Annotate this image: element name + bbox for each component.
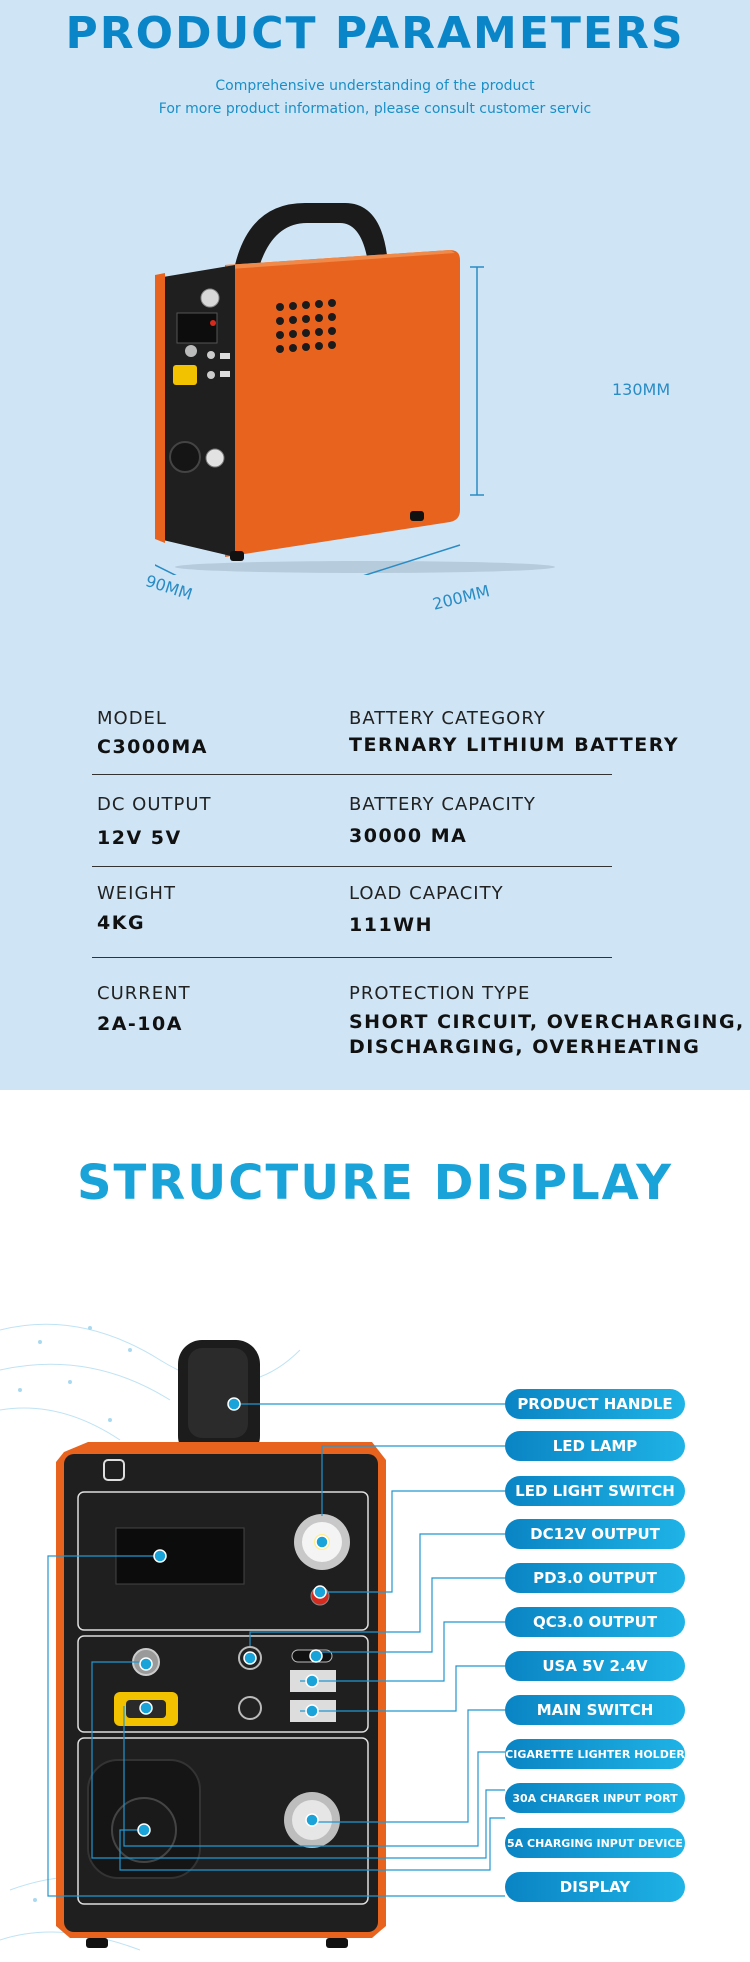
spec-value-protection-type-2: DISCHARGING, OVERHEATING (349, 1036, 701, 1058)
callout-qc3-output: QC3.0 OUTPUT (505, 1607, 685, 1637)
parameters-subtitle-1: Comprehensive understanding of the product (215, 78, 535, 94)
spec-label-protection-type: PROTECTION TYPE (349, 983, 531, 1004)
structure-section (0, 1290, 750, 1962)
spec-label-model: MODEL (97, 708, 167, 729)
spec-label-battery-capacity: BATTERY CAPACITY (349, 794, 536, 815)
spec-value-current: 2A-10A (97, 1013, 183, 1035)
dimension-width: 200MM (430, 581, 492, 614)
spec-label-dc-output: DC OUTPUT (97, 794, 212, 815)
spec-label-current: CURRENT (97, 983, 191, 1004)
structure-title: STRUCTURE DISPLAY (76, 1155, 673, 1211)
spec-value-weight: 4KG (97, 912, 146, 934)
callout-5a-charging-input-device: 5A CHARGING INPUT DEVICE (505, 1828, 685, 1858)
spec-divider (92, 866, 612, 867)
callout-led-lamp: LED LAMP (505, 1431, 685, 1461)
callout-dc12v-output: DC12V OUTPUT (505, 1519, 685, 1549)
callout-product-handle: PRODUCT HANDLE (505, 1389, 685, 1419)
spec-value-model: C3000MA (97, 736, 208, 758)
callout-30a-charger-input-port: 30A CHARGER INPUT PORT (505, 1783, 685, 1813)
spec-value-dc-output: 12V 5V (97, 827, 182, 849)
parameters-subtitle-2: For more product information, please consult customer servic (158, 101, 592, 117)
spec-value-load-capacity: 111WH (349, 914, 434, 936)
callout-display: DISPLAY (505, 1872, 685, 1902)
spec-label-battery-category: BATTERY CATEGORY (349, 708, 546, 729)
dimension-depth: 90MM (143, 571, 195, 604)
product-image (155, 195, 575, 575)
callout-led-light-switch: LED LIGHT SWITCH (505, 1476, 685, 1506)
spec-divider (92, 774, 612, 775)
spec-label-weight: WEIGHT (97, 883, 176, 904)
callout-usb-5v: USA 5V 2.4V (505, 1651, 685, 1681)
callout-pd3-output: PD3.0 OUTPUT (505, 1563, 685, 1593)
parameters-title: PRODUCT PARAMETERS (65, 8, 685, 59)
dimension-height: 130MM (612, 380, 671, 399)
spec-value-protection-type-1: SHORT CIRCUIT, OVERCHARGING, (349, 1011, 745, 1033)
spec-value-battery-capacity: 30000 MA (349, 825, 468, 847)
callout-main-switch: MAIN SWITCH (505, 1695, 685, 1725)
spec-label-load-capacity: LOAD CAPACITY (349, 883, 504, 904)
spec-value-battery-category: TERNARY LITHIUM BATTERY (349, 734, 680, 756)
spec-divider (92, 957, 612, 958)
callout-cigarette-lighter-holder: CIGARETTE LIGHTER HOLDER (505, 1739, 685, 1769)
